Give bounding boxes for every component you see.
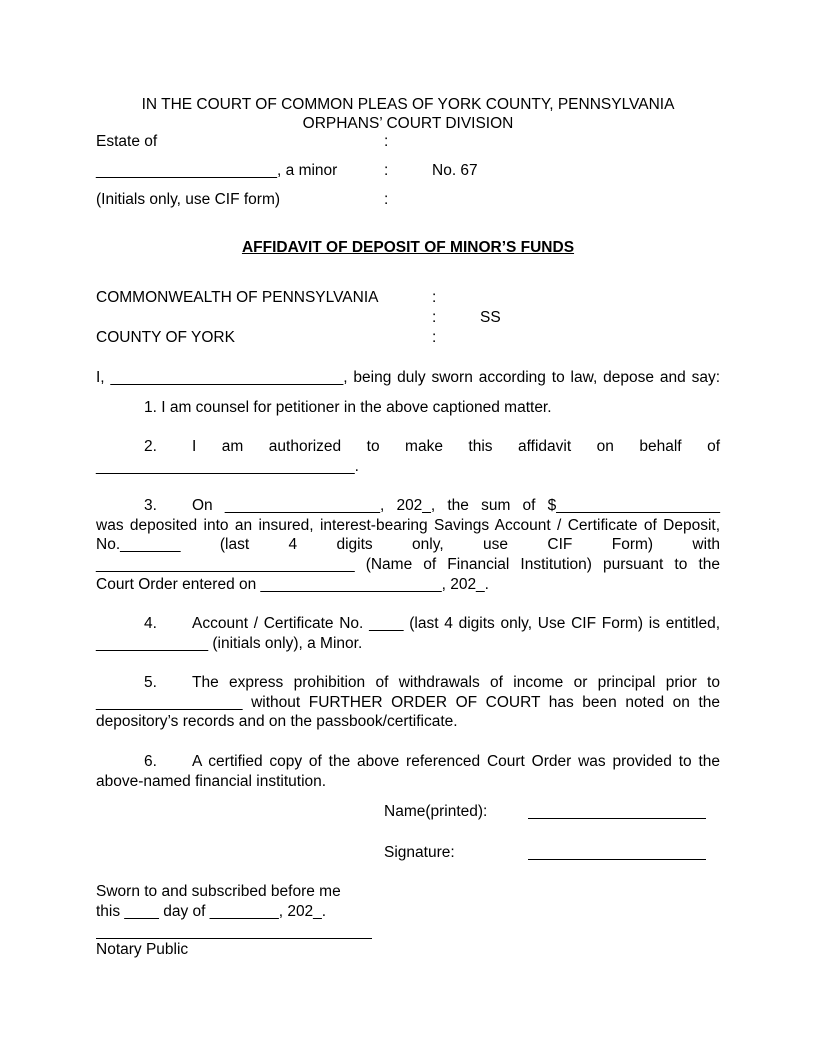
jurat-line-2: this ____ day of ________, 202_. [96, 903, 327, 920]
name-printed-label: Name(printed): [384, 803, 488, 820]
affiant-intro [96, 368, 720, 387]
paragraph-3-text-2: was deposited into an insured, interest-bearing Savings Account / Certificate of Deposit, [96, 516, 720, 534]
paragraph-3-text-3: No._______ (last 4 digits only, use CIF Form) with [96, 536, 720, 554]
paragraph-3-number: 3. [144, 497, 157, 514]
venue-colon-2: : [432, 309, 437, 326]
estate-of-label: Estate of [96, 133, 158, 150]
paragraph-3-line-1 [96, 496, 720, 516]
paragraph-5 [96, 673, 720, 732]
paragraph-4 [96, 614, 720, 653]
paragraph-5-text-3: depository’s records and on the passbook/certificate. [96, 713, 458, 731]
venue-commonwealth: COMMONWEALTH OF PENNSYLVANIA [96, 289, 379, 306]
paragraph-5-line-1 [96, 673, 720, 693]
signature-line[interactable] [528, 859, 706, 860]
paragraph-3-text-1: On __________________, 202_, the sum of $___________________ [192, 497, 720, 514]
paragraph-4-text-1: Account / Certificate No. ____ (last 4 digits only, Use CIF Form) is entitled, [192, 615, 720, 632]
venue-county: COUNTY OF YORK [96, 329, 235, 346]
case-number: No. 67 [432, 162, 478, 179]
paragraph-5-number: 5. [144, 674, 157, 691]
paragraph-2-text-1: I am authorized to make this affidavit on behalf of [192, 438, 720, 455]
paragraph-2-number: 2. [144, 438, 157, 455]
venue-ss: SS [480, 309, 501, 326]
jurat-line-1: Sworn to and subscribed before me [96, 883, 341, 900]
notary-public-label: Notary Public [96, 941, 189, 958]
paragraph-2-text-2: ______________________________. [96, 457, 359, 475]
signature-label: Signature: [384, 844, 455, 861]
paragraph-6-text-1: A certified copy of the above referenced Court Order was provided to the [192, 753, 720, 770]
paragraph-5-text-2: _________________ without FURTHER ORDER OF COURT has been noted on the [96, 693, 720, 711]
division-heading: ORPHANS’ COURT DIVISION [302, 115, 514, 132]
paragraph-2-line-1 [96, 437, 720, 457]
initials-note: (Initials only, use CIF form) [96, 191, 281, 208]
paragraph-5-text-1: The express prohibition of withdrawals of income or principal prior to [192, 674, 720, 691]
paragraph-4-text-2: _____________ (initials only), a Minor. [96, 634, 363, 652]
notary-signature-line[interactable] [96, 938, 372, 939]
affiant-intro-text: I, ___________________________, being duly sworn according to law, depose and say: [96, 369, 720, 386]
caption-colon-2: : [384, 162, 389, 179]
caption-colon-3: : [384, 191, 389, 208]
venue-colon-1: : [432, 289, 437, 306]
venue-colon-3: : [432, 329, 437, 346]
minor-name-line: _____________________, a minor [96, 162, 338, 179]
paragraph-4-number: 4. [144, 615, 157, 632]
paragraph-6-line-1 [96, 752, 720, 772]
paragraph-4-line-1 [96, 614, 720, 634]
paragraph-3-text-5: Court Order entered on _____________________, 202_. [96, 575, 489, 593]
caption-colon-1: : [384, 133, 389, 150]
paragraph-6 [96, 752, 720, 791]
paragraph-2 [96, 437, 720, 476]
court-heading: IN THE COURT OF COMMON PLEAS OF YORK COUNTY, PENNSYLVANIA [141, 96, 675, 113]
paragraph-3-text-4: ______________________________ (Name of Financial Institution) pursuant to the [96, 556, 720, 574]
paragraph-6-text-2: above-named financial institution. [96, 772, 327, 790]
paragraph-6-number: 6. [144, 753, 157, 770]
document-title: AFFIDAVIT OF DEPOSIT OF MINOR’S FUNDS [241, 239, 575, 256]
paragraph-1: 1. I am counsel for petitioner in the above captioned matter. [144, 399, 552, 416]
name-printed-line[interactable] [528, 818, 706, 819]
paragraph-3 [96, 496, 720, 595]
